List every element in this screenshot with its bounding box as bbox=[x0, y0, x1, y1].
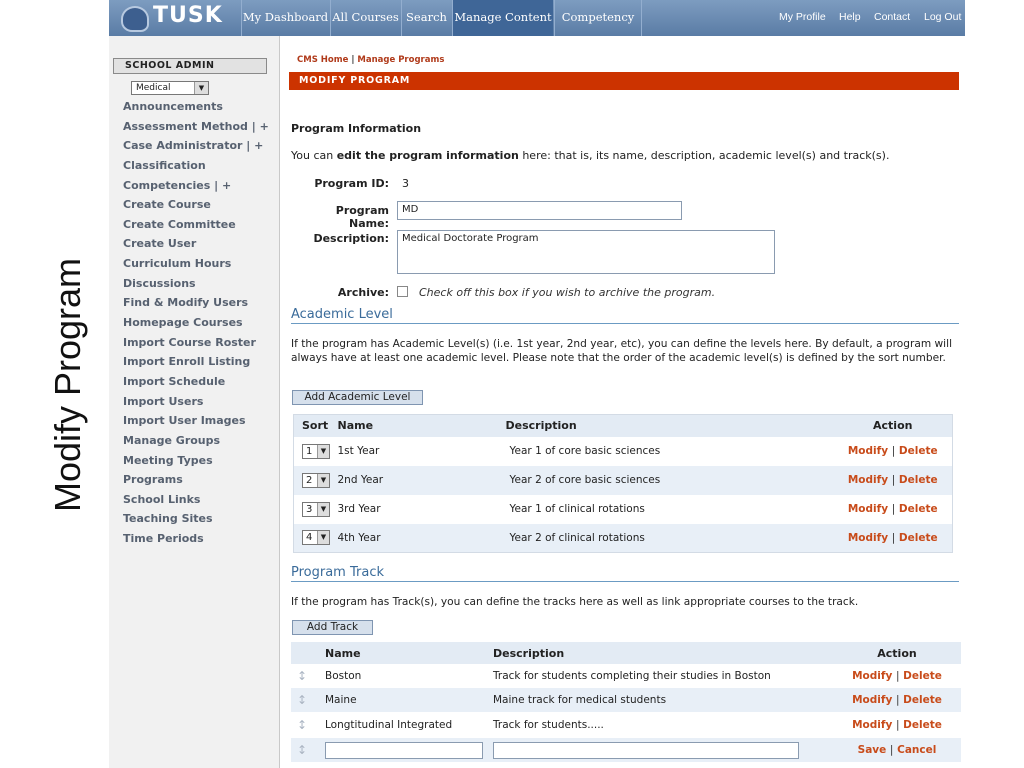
sidebar-item[interactable]: Meeting Types bbox=[123, 453, 213, 467]
column-header-name: Name bbox=[325, 642, 493, 664]
description-textarea[interactable]: Medical Doctorate Program bbox=[397, 230, 775, 274]
sort-cell bbox=[294, 524, 338, 553]
sidebar-item[interactable]: Manage Groups bbox=[123, 433, 221, 447]
intro-bold-text: edit the program information bbox=[336, 149, 519, 162]
sidebar-item[interactable]: Classification bbox=[123, 158, 206, 172]
column-header-action: Action bbox=[833, 642, 961, 664]
sidebar-item[interactable]: Announcements bbox=[123, 100, 223, 113]
archive-hint: Check off this box if you wish to archive the program. bbox=[419, 286, 716, 299]
add-track-button[interactable]: Add Track bbox=[292, 620, 373, 635]
sort-value: 4 bbox=[306, 532, 313, 544]
main-content bbox=[289, 36, 959, 768]
sidebar-item[interactable]: Import Course Roster bbox=[123, 335, 256, 349]
column-header-name: Name bbox=[338, 415, 506, 437]
sort-cell bbox=[294, 466, 338, 495]
separator: | bbox=[895, 670, 900, 682]
table-row bbox=[291, 664, 961, 688]
level-name: 2nd Year bbox=[338, 466, 506, 495]
slide-title bbox=[28, 230, 108, 540]
sidebar-item[interactable]: Import Schedule bbox=[123, 374, 226, 388]
new-track-name-input[interactable] bbox=[325, 742, 483, 759]
delete-link[interactable]: Delete bbox=[903, 694, 942, 706]
level-description: Year 2 of core basic sciences bbox=[506, 466, 834, 495]
action-cell bbox=[834, 495, 953, 524]
delete-link[interactable]: Delete bbox=[898, 474, 938, 486]
admin-sidebar bbox=[109, 36, 280, 768]
top-navigation bbox=[109, 0, 965, 36]
modify-link[interactable]: Modify bbox=[847, 503, 889, 515]
description-label: Description: bbox=[313, 232, 389, 245]
sort-cell bbox=[294, 495, 338, 524]
save-link[interactable]: Save bbox=[857, 744, 887, 756]
sidebar-item[interactable]: Create Course bbox=[123, 198, 211, 212]
drag-cell bbox=[291, 738, 325, 762]
sort-cell bbox=[294, 437, 338, 466]
sidebar-item[interactable]: Competencies | + bbox=[123, 178, 232, 192]
breadcrumb-separator: | bbox=[351, 55, 355, 65]
level-description: Year 1 of clinical rotations bbox=[509, 503, 645, 515]
delete-link[interactable]: Delete bbox=[898, 445, 938, 457]
sidebar-item[interactable]: School Links bbox=[123, 492, 201, 506]
academic-level-table bbox=[293, 414, 953, 553]
track-name: Longtitudinal Integrated bbox=[325, 719, 453, 731]
logo-text: TUSK bbox=[153, 3, 223, 28]
separator: | bbox=[891, 445, 896, 457]
archive-checkbox[interactable] bbox=[397, 286, 408, 297]
action-cell bbox=[833, 688, 961, 712]
nav-link-help[interactable]: Help bbox=[839, 11, 861, 23]
modify-link[interactable]: Modify bbox=[847, 445, 889, 457]
new-track-description-input[interactable] bbox=[493, 742, 799, 759]
program-name-label: Program Name: bbox=[335, 204, 389, 230]
separator: | bbox=[895, 719, 900, 731]
track-description: Track for students completing their studies in Boston bbox=[493, 670, 771, 682]
level-name: 1st Year bbox=[337, 445, 380, 457]
program-name-input[interactable]: MD bbox=[397, 201, 682, 220]
separator: | bbox=[891, 531, 896, 544]
program-info-intro bbox=[291, 149, 889, 162]
chevron-down-icon: ▼ bbox=[317, 445, 329, 458]
school-select-value: Medical bbox=[136, 83, 171, 93]
sidebar-item[interactable]: Teaching Sites bbox=[123, 512, 213, 526]
column-header-action: Action bbox=[834, 415, 953, 437]
breadcrumb bbox=[297, 55, 444, 65]
action-cell bbox=[834, 524, 953, 553]
action-cell bbox=[833, 712, 961, 738]
track-description: Maine track for medical students bbox=[493, 688, 833, 712]
sort-select[interactable] bbox=[302, 473, 330, 488]
modify-link[interactable]: Modify bbox=[852, 670, 893, 682]
nav-tab-manage-content[interactable]: Manage Content bbox=[452, 0, 553, 36]
chevron-down-icon: ▼ bbox=[317, 474, 329, 487]
sidebar-item[interactable]: Assessment Method | + bbox=[123, 119, 269, 133]
sort-select[interactable] bbox=[302, 444, 330, 459]
action-cell bbox=[834, 466, 953, 495]
sidebar-menu bbox=[123, 100, 269, 552]
drag-cell bbox=[291, 664, 325, 688]
action-cell bbox=[833, 738, 961, 762]
drag-handle-icon[interactable]: ↕ bbox=[297, 718, 308, 732]
chevron-down-icon: ▼ bbox=[317, 531, 329, 544]
table-row bbox=[294, 466, 953, 495]
sort-select[interactable] bbox=[302, 502, 330, 517]
sidebar-item[interactable]: Discussions bbox=[123, 276, 196, 290]
action-cell bbox=[833, 664, 961, 688]
slide-title-text: Modify Program bbox=[47, 257, 88, 513]
sidebar-item[interactable]: Create User bbox=[123, 237, 197, 251]
chevron-down-icon: ▼ bbox=[194, 82, 208, 94]
level-name: 4th Year bbox=[338, 524, 506, 553]
new-track-name-cell bbox=[325, 738, 493, 762]
modify-link[interactable]: Modify bbox=[852, 719, 893, 731]
sidebar-item[interactable]: Case Administrator | + bbox=[123, 139, 264, 153]
table-row bbox=[294, 495, 953, 524]
add-academic-level-button[interactable]: Add Academic Level bbox=[292, 390, 423, 405]
delete-link[interactable]: Delete bbox=[903, 670, 942, 682]
sort-value: 3 bbox=[306, 503, 313, 515]
separator: | bbox=[895, 694, 900, 706]
delete-link[interactable]: Delete bbox=[903, 719, 942, 731]
table-header-row bbox=[294, 415, 953, 437]
breadcrumb-cms-home[interactable]: CMS Home bbox=[297, 55, 349, 65]
table-row bbox=[294, 524, 953, 553]
nav-tab-competency[interactable]: Competency bbox=[554, 0, 642, 36]
chevron-down-icon: ▼ bbox=[317, 503, 329, 516]
sidebar-item[interactable]: Import Enroll Listing bbox=[123, 355, 251, 369]
new-track-row bbox=[291, 738, 961, 762]
nav-link-my-profile[interactable]: My Profile bbox=[779, 11, 826, 23]
app-window bbox=[109, 0, 965, 768]
column-header-description: Description bbox=[493, 642, 833, 664]
program-id-label: Program ID: bbox=[314, 177, 389, 190]
nav-tab-all-courses[interactable]: All Courses bbox=[330, 0, 400, 36]
delete-link[interactable]: Delete bbox=[898, 503, 938, 515]
new-track-description-cell bbox=[493, 738, 833, 762]
drag-cell bbox=[291, 688, 325, 712]
school-select[interactable] bbox=[131, 81, 209, 95]
column-header-sort: Sort bbox=[294, 415, 338, 437]
drag-handle-icon[interactable]: ↕ bbox=[297, 669, 308, 683]
sort-value: 2 bbox=[306, 474, 313, 486]
track-description: Track for students..... bbox=[493, 719, 604, 731]
program-id-value: 3 bbox=[402, 177, 409, 190]
sidebar-item[interactable]: Import User Images bbox=[123, 414, 246, 428]
sidebar-header: SCHOOL ADMIN bbox=[113, 58, 267, 74]
sort-select[interactable] bbox=[302, 530, 330, 545]
drag-handle-icon[interactable]: ↕ bbox=[297, 693, 308, 707]
modify-link[interactable]: Modify bbox=[847, 474, 889, 486]
delete-link[interactable]: Delete bbox=[898, 531, 938, 544]
sidebar-item[interactable]: Import Users bbox=[123, 394, 204, 408]
sidebar-item[interactable]: Homepage Courses bbox=[123, 316, 243, 330]
page-title: MODIFY PROGRAM bbox=[289, 72, 959, 90]
drag-cell bbox=[291, 712, 325, 738]
drag-handle-icon[interactable]: ↕ bbox=[297, 743, 308, 757]
track-name: Boston bbox=[325, 670, 362, 682]
intro-text-end: here: that is, its name, description, academic level(s) and track(s). bbox=[518, 149, 890, 162]
column-header-description: Description bbox=[506, 415, 834, 437]
program-track-table bbox=[291, 642, 961, 762]
table-header-row bbox=[291, 642, 961, 664]
sidebar-item[interactable]: Curriculum Hours bbox=[123, 257, 232, 271]
program-info-heading: Program Information bbox=[291, 122, 422, 135]
track-name: Maine bbox=[325, 688, 493, 712]
breadcrumb-manage-programs[interactable]: Manage Programs bbox=[357, 55, 445, 65]
intro-text: You can bbox=[291, 149, 337, 162]
tusk-logo[interactable] bbox=[119, 0, 241, 36]
sidebar-item[interactable]: Programs bbox=[123, 473, 183, 487]
sort-value: 1 bbox=[306, 445, 313, 457]
cancel-link[interactable]: Cancel bbox=[897, 744, 937, 756]
action-cell bbox=[834, 437, 953, 466]
program-track-heading: Program Track bbox=[291, 565, 959, 582]
academic-level-heading: Academic Level bbox=[291, 307, 959, 324]
level-name: 3rd Year bbox=[337, 503, 381, 515]
archive-label: Archive: bbox=[337, 286, 389, 299]
table-row bbox=[291, 688, 961, 712]
academic-level-description: If the program has Academic Level(s) (i.e. 1st year, 2nd year, etc), you can define the levels here. By default, a program will always have at least one academic level. Please note that the order of the academic level(s) is defined by the sort number. bbox=[291, 338, 953, 364]
level-description: Year 2 of clinical rotations bbox=[506, 524, 834, 553]
nav-link-contact[interactable]: Contact bbox=[874, 11, 911, 23]
column-header-drag bbox=[291, 642, 325, 664]
program-track-description: If the program has Track(s), you can define the tracks here as well as link appropriate courses to the track. bbox=[291, 596, 859, 608]
modify-link[interactable]: Modify bbox=[847, 531, 889, 544]
table-row bbox=[294, 437, 953, 466]
table-row bbox=[291, 712, 961, 738]
modify-link[interactable]: Modify bbox=[852, 694, 893, 706]
separator: | bbox=[891, 474, 896, 486]
elephant-logo-icon bbox=[121, 6, 149, 32]
level-description: Year 1 of core basic sciences bbox=[509, 445, 661, 457]
sidebar-item[interactable]: Time Periods bbox=[123, 532, 204, 546]
nav-tab-search[interactable]: Search bbox=[401, 0, 451, 36]
sidebar-item[interactable]: Find & Modify Users bbox=[123, 296, 249, 310]
sidebar-item[interactable]: Create Committee bbox=[123, 217, 236, 231]
separator: | bbox=[891, 503, 896, 515]
nav-link-log-out[interactable]: Log Out bbox=[924, 11, 962, 23]
separator: | bbox=[889, 744, 894, 756]
nav-tab-my-dashboard[interactable]: My Dashboard bbox=[241, 0, 329, 36]
